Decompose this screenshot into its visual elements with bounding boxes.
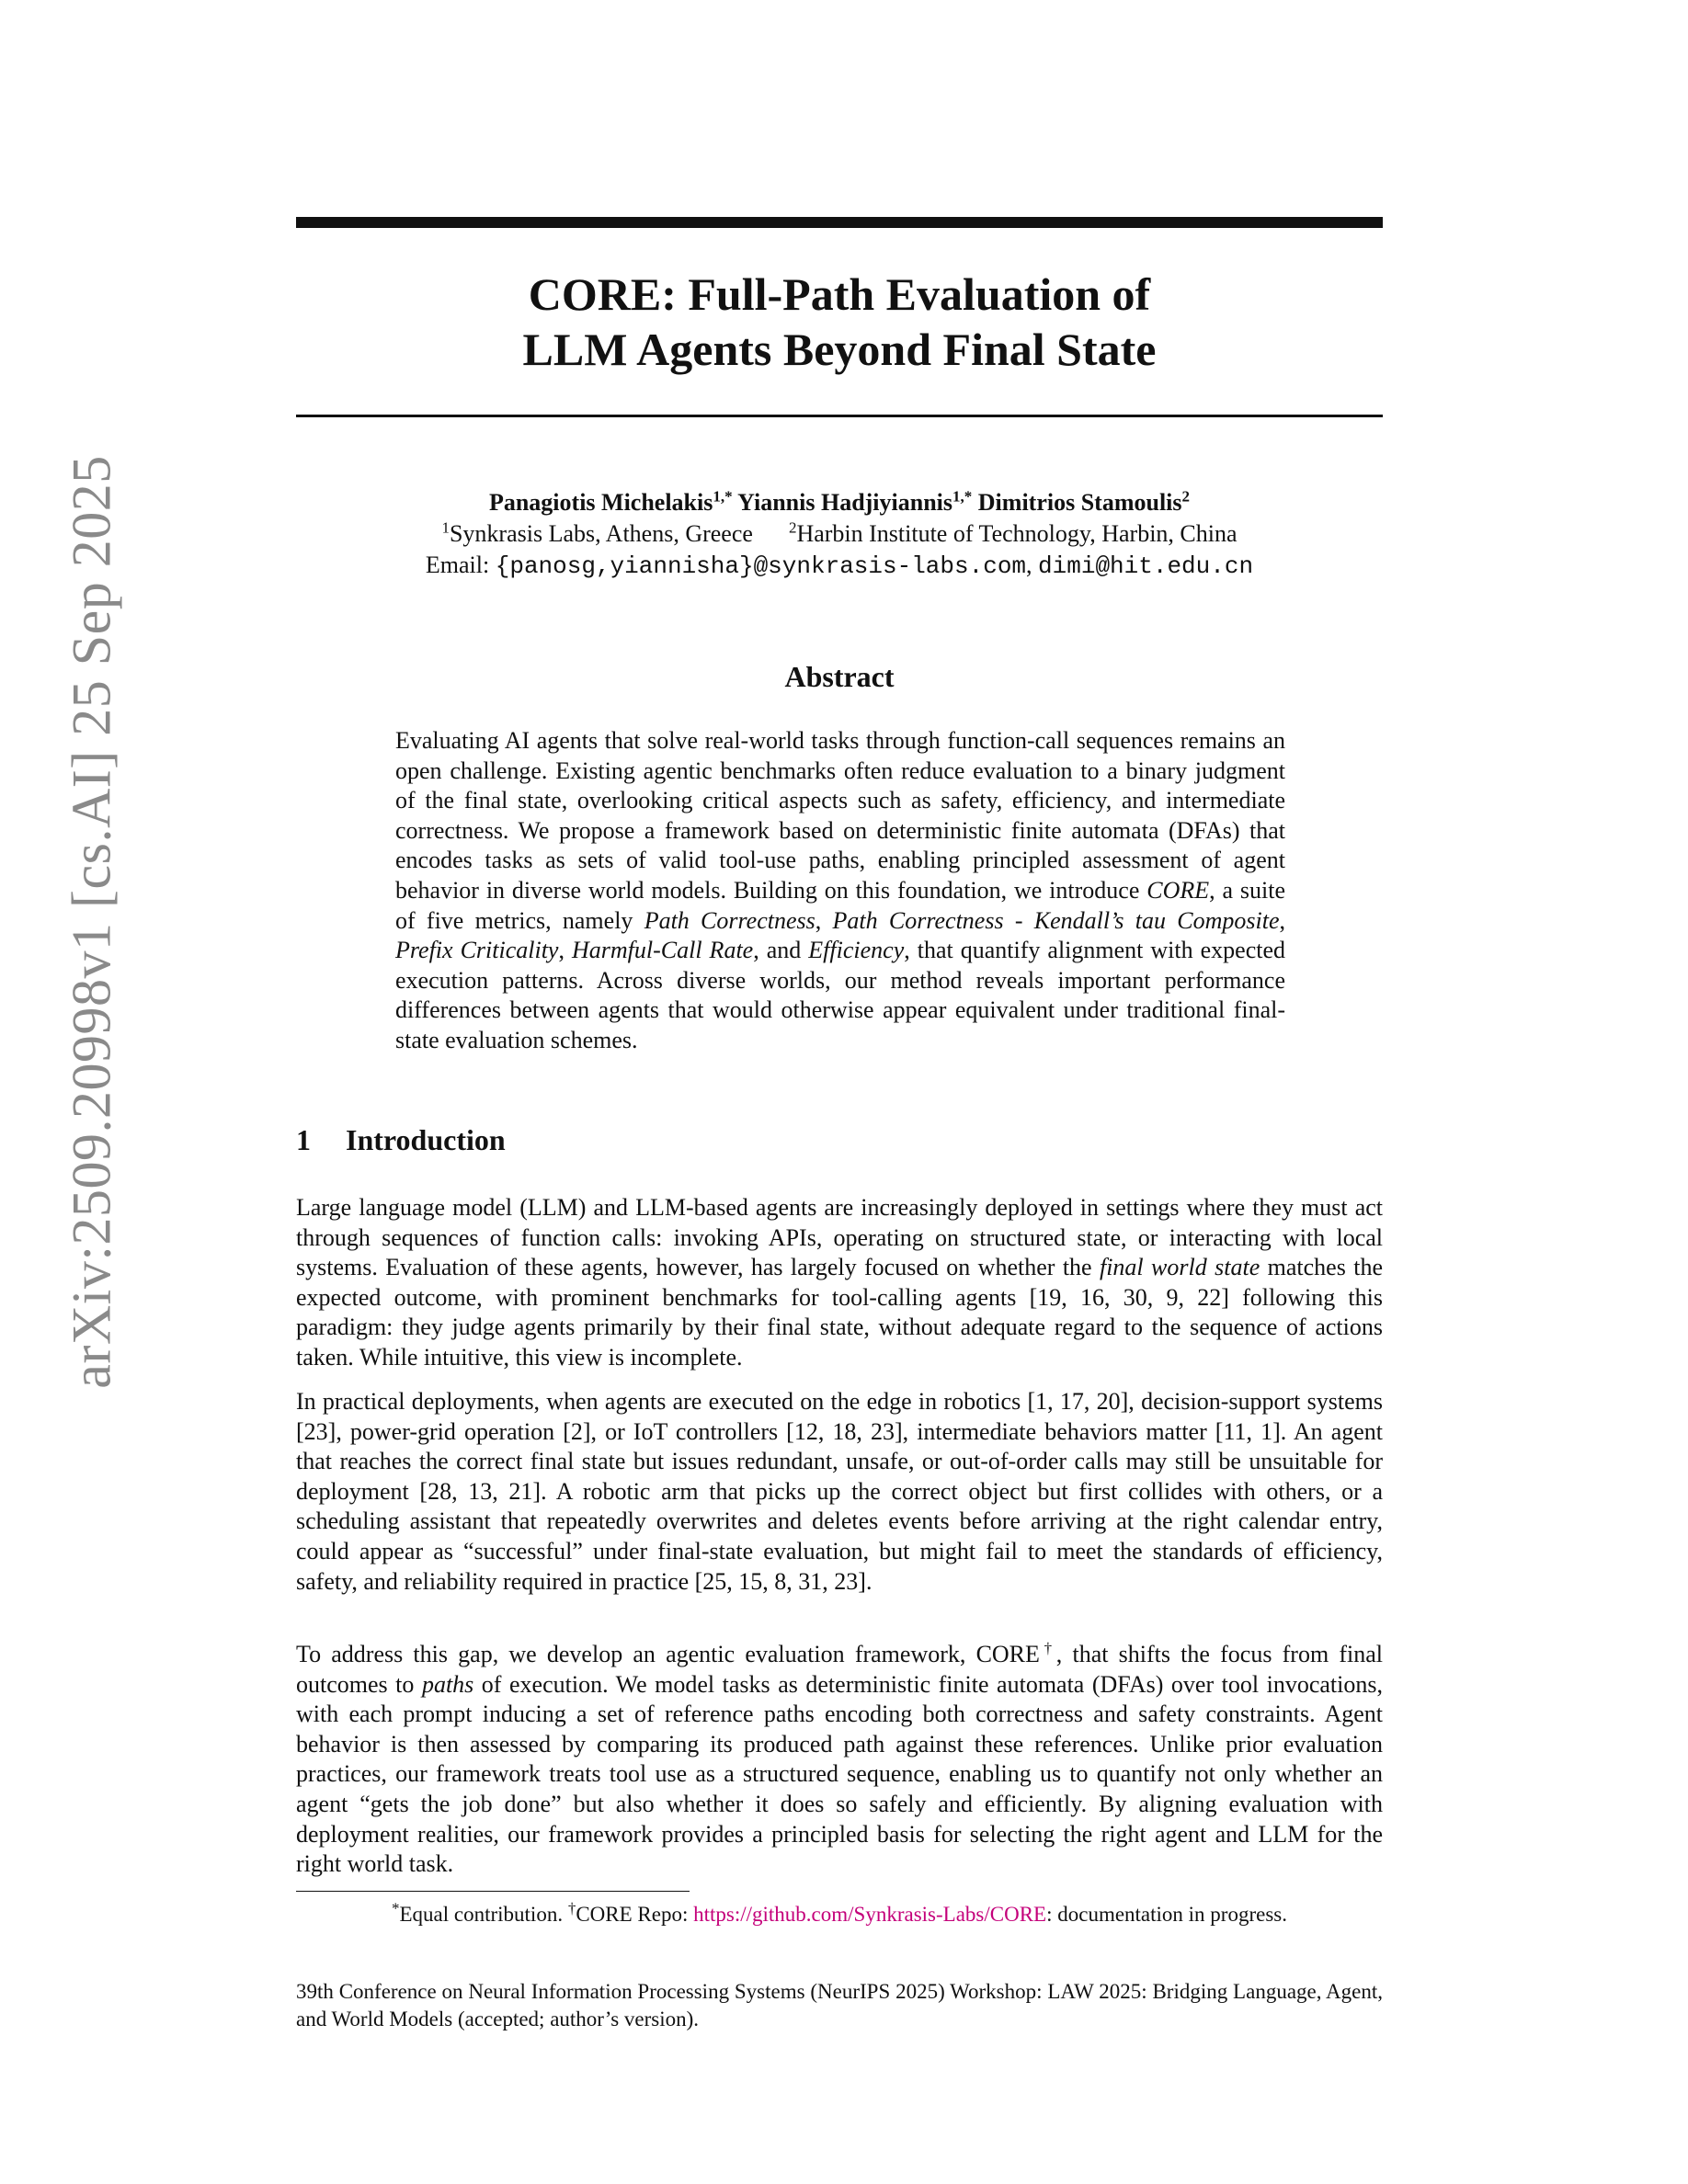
author-names (296, 487, 1383, 518)
p3-dagger-mark: † (1039, 1639, 1056, 1657)
p3-emphasis: paths (421, 1670, 474, 1698)
p1-text-b: matches the expected outcome, with prominent benchmarks for tool-calling agents [19, 16, 30, 9, 22] following this paradigm: they judge agents primarily by their final state, without adequate regard to the sequence of actions taken. While intuitive, this view is incomplete. (296, 1254, 1383, 1371)
title-line-1: CORE: Full-Path Evaluation of (528, 268, 1151, 320)
emails (296, 550, 1383, 582)
author-1-mark: 1,* (713, 487, 733, 506)
abstract-text-1: Evaluating AI agents that solve real-world tasks through function-call sequences remains an open challenge. Existing agentic benchmarks often reduce evaluation to a binary judgment of the final state, overlooking critical aspects such as safety, efficiency, and intermediate correctness. We propose a framework based on deterministic finite automata (DFAs) that encodes tasks as sets of valid tool-use paths, enabling principled assessment of agent behavior in diverse world models. Building on this foundation, we introduce (395, 727, 1285, 904)
metric-5: Efficiency (808, 937, 905, 964)
venue-note: 39th Conference on Neural Information Processing Systems (NeurIPS 2025) Workshop: LAW 2025: Bridging Language, Agent, and World Models (accepted; author’s version). (296, 1980, 1383, 2030)
affiliation-2: Harbin Institute of Technology, Harbin, China (796, 520, 1237, 547)
title-line-2: LLM Agents Beyond Final State (522, 324, 1157, 375)
abstract-sep-2: , (1279, 906, 1285, 934)
intro-paragraph-2: In practical deployments, when agents are executed on the edge in robotics [1, 17, 20], decision-support systems [23], power-grid operation [2], or IoT controllers [12, 18, 23], intermediate behaviors matter [11, 1]. An agent that reaches the correct final state but issues redundant, unsafe, or out-of-order calls may still be unsuitable for deployment [28, 13, 21]. A robotic arm that picks up the correct object but first collides with others, or a scheduling assistant that repeatedly overwrites and deletes events before arriving at the right calendar entry, could appear as “successful” under final-state evaluation, but might fail to meet the standards of efficiency, safety, and reliability required in practice [25, 15, 8, 31, 23]. (296, 1388, 1383, 1595)
author-3: Dimitrios Stamoulis (977, 489, 1182, 516)
abstract-text-3: , that quantify alignment with expected execution patterns. Across diverse worlds, our method reveals important performance differences between agents that would otherwise appear equivalent under traditional final-state evaluation schemes. (395, 937, 1286, 1053)
p3-text-a: To address this gap, we develop an agentic evaluation framework, CORE (296, 1641, 1040, 1667)
footnote-star: * (392, 1899, 400, 1917)
footnote (296, 1901, 1383, 1928)
p1-text-a: Large language model (LLM) and LLM-based agents are increasingly deployed in settings where they must act through sequences of function calls: invoking APIs, operating on structured state, or interacting with local systems. Evaluation of these agents, however, has largely focused on whether the (296, 1194, 1383, 1281)
abstract-sep-4: , and (753, 937, 809, 964)
abstract-heading: Abstract (784, 660, 895, 693)
paper-title (296, 267, 1383, 377)
email-2: dimi@hit.edu.cn (1038, 552, 1254, 580)
affiliation-2-mark: 2 (788, 518, 797, 537)
title-top-rule (296, 217, 1383, 228)
intro-paragraph-3 (296, 1640, 1383, 1880)
section-title: Introduction (346, 1123, 506, 1156)
authors-block (296, 487, 1383, 582)
p1-emphasis: final world state (1099, 1254, 1260, 1281)
affiliations (296, 518, 1383, 550)
section-number: 1 (296, 1123, 311, 1156)
author-2: Yiannis Hadjiyiannis (737, 489, 953, 516)
abstract-sep-3: , (558, 937, 572, 964)
p3-text-c: of execution. We model tasks as deterministic finite automata (DFAs) over tool invocations, with each prompt inducing a set of reference paths encoding both correctness and safety constraints. Agent behavior is then assessed by comparing its produced path against these references. Unlike prior evaluation practices, our framework treats tool use as a structured sequence, enabling us to quantify not only whether an agent “gets the job done” but also whether it does so safely and efficiently. By aligning evaluation with deployment realities, our framework provides a principled basis for selecting the right agent and LLM for the right world task. (296, 1670, 1383, 1878)
email-separator: , (1026, 552, 1032, 578)
footnote-dagger: † (567, 1899, 576, 1917)
affiliation-1-mark: 1 (441, 518, 450, 537)
metric-2: Path Correctness - Kendall’s tau Composite (832, 906, 1280, 934)
arxiv-side-stamp: arXiv:2509.20998v1 [cs.AI] 25 Sep 2025 (61, 455, 122, 1389)
metric-3: Prefix Criticality (395, 937, 559, 964)
metric-4: Harmful-Call Rate (571, 937, 754, 964)
footnote-text-3: : documentation in progress. (1046, 1903, 1287, 1926)
metric-1: Path Correctness (644, 906, 815, 934)
p3-text-b: , that shifts the focus from final outcomes to (296, 1641, 1384, 1698)
author-1: Panagiotis Michelakis (488, 489, 713, 516)
repo-link[interactable]: https://github.com/Synkrasis-Labs/CORE (693, 1903, 1047, 1926)
email-1: {panosg,yiannisha}@synkrasis-labs.com (495, 552, 1027, 580)
author-2-mark: 1,* (952, 487, 973, 506)
intro-paragraph-1 (296, 1193, 1383, 1373)
footnote-text-1: Equal contribution. (399, 1903, 568, 1926)
abstract-core: CORE (1146, 876, 1210, 904)
footnote-rule (296, 1891, 690, 1892)
email-label: Email: (425, 552, 490, 578)
abstract-text-2: , a suite of five metrics, namely (395, 876, 1285, 934)
footnote-text-2: CORE Repo: (576, 1903, 694, 1926)
abstract-sep-1: , (815, 906, 833, 934)
section-heading-introduction (296, 1123, 506, 1157)
title-bottom-rule (296, 415, 1383, 417)
affiliation-1: Synkrasis Labs, Athens, Greece (449, 520, 753, 547)
abstract-body (395, 726, 1285, 1056)
author-3-mark: 2 (1181, 487, 1191, 506)
